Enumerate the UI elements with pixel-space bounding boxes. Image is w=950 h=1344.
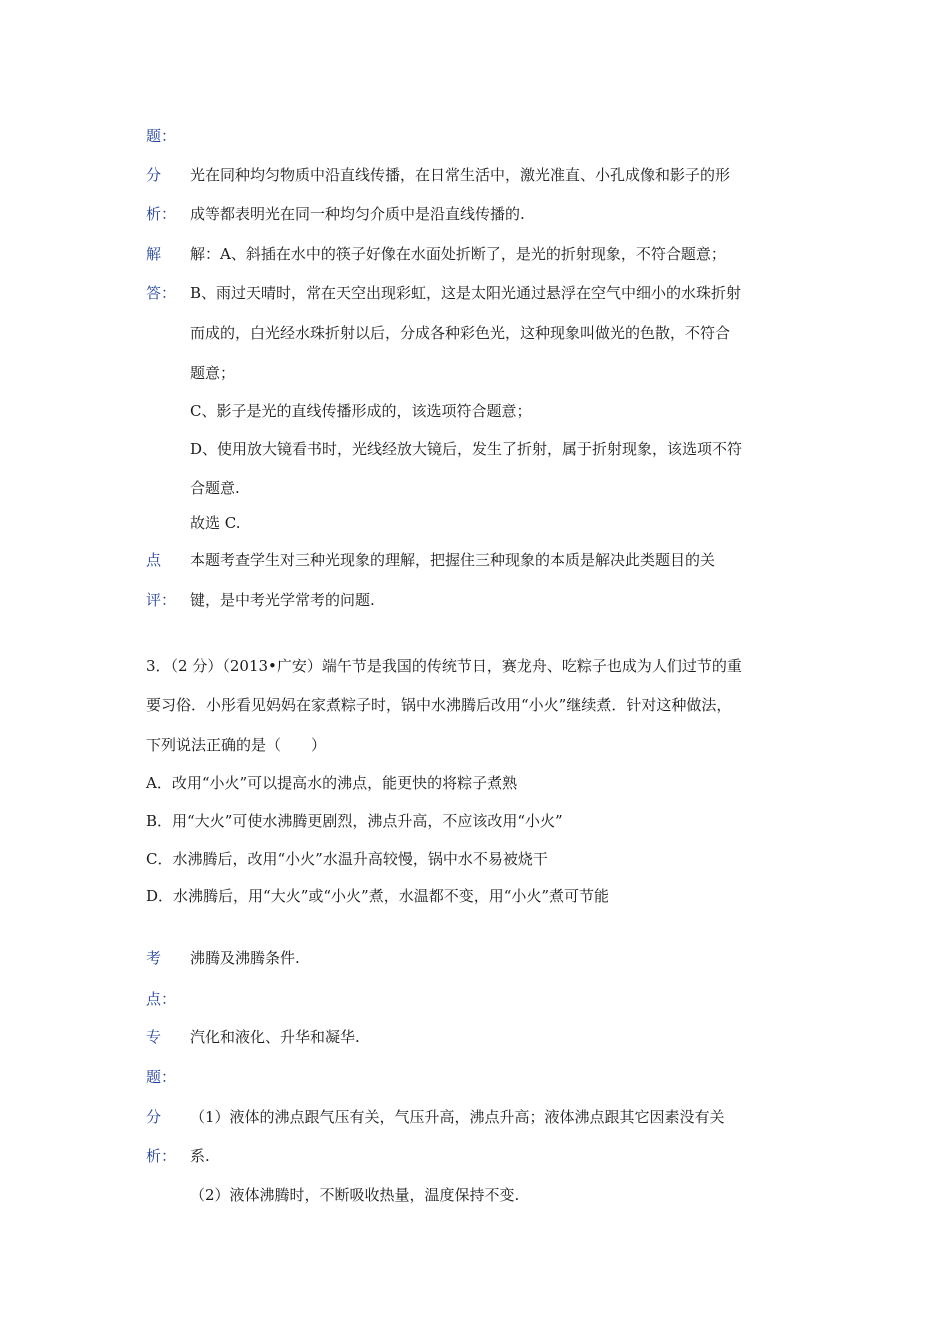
question-stem-line: 下列说法正确的是（ ） <box>146 736 327 754</box>
section-label-fenxi-3: 分 <box>146 1108 162 1126</box>
section-label-zhuanti-2: 题： <box>146 1068 177 1086</box>
comment-line: 本题考查学生对三种光现象的理解，把握住三种现象的本质是解决此类题目的关 <box>190 551 716 569</box>
section-label-zhuanti-1: 专 <box>146 1028 162 1046</box>
section-label-kaodian-1: 考 <box>146 949 162 967</box>
section-label-jieda-2: 答： <box>146 284 177 302</box>
analysis-line: （2）液体沸腾时，不断吸收热量，温度保持不变. <box>190 1186 520 1204</box>
section-label-fenxi-4: 析： <box>146 1147 177 1165</box>
question-stem-line: 要习俗．小彤看见妈妈在家煮粽子时，锅中水沸腾后改用“小火”继续煮．针对这种做法， <box>146 696 732 714</box>
solution-line: 合题意. <box>190 479 240 497</box>
solution-line: 解：A、斜插在水中的筷子好像在水面处折断了，是光的折射现象，不符合题意； <box>190 245 726 263</box>
option-a: A．改用“小火”可以提高水的沸点，能更快的将粽子煮熟 <box>146 774 518 792</box>
solution-line: 题意； <box>190 364 236 382</box>
comment-line: 键，是中考光学常考的问题. <box>190 591 375 609</box>
analysis-line: 成等都表明光在同一种均匀介质中是沿直线传播的. <box>190 205 525 223</box>
solution-line: 而成的，白光经水珠折射以后，分成各种彩色光，这种现象叫做光的色散，不符合 <box>190 324 731 342</box>
section-label-zhuanti-tail: 题： <box>146 127 177 145</box>
option-c: C．水沸腾后，改用“小火”水温升高较慢，锅中水不易被烧干 <box>146 850 548 868</box>
section-label-dianping-2: 评： <box>146 591 177 609</box>
section-label-kaodian-2: 点： <box>146 990 177 1008</box>
section-label-dianping-1: 点 <box>146 551 162 569</box>
option-d: D．水沸腾后，用“大火”或“小火”煮，水温都不变，用“小火”煮可节能 <box>146 887 610 905</box>
solution-line: D、使用放大镜看书时，光线经放大镜后，发生了折射，属于折射现象，该选项不符 <box>190 440 743 458</box>
analysis-line: 光在同种均匀物质中沿直线传播，在日常生活中，激光准直、小孔成像和影子的形 <box>190 166 731 184</box>
solution-line: B、雨过天晴时，常在天空出现彩虹，这是太阳光通过悬浮在空气中细小的水珠折射 <box>190 284 742 302</box>
question-stem-line: 3．（2 分）（2013•广安）端午节是我国的传统节日，赛龙舟、吃粽子也成为人们过节的重 <box>146 657 742 675</box>
solution-line: 故选 C. <box>190 514 241 532</box>
analysis-line: （1）液体的沸点跟气压有关，气压升高，沸点升高；液体沸点跟其它因素没有关 <box>190 1108 725 1126</box>
solution-line: C、影子是光的直线传播形成的，该选项符合题意； <box>190 402 532 420</box>
section-label-fenxi-1: 分 <box>146 166 162 184</box>
option-b: B．用“大火”可使水沸腾更剧烈，沸点升高，不应该改用“小火” <box>146 812 563 830</box>
topic-text: 沸腾及沸腾条件. <box>190 949 300 967</box>
subject-text: 汽化和液化、升华和凝华. <box>190 1028 360 1046</box>
section-label-fenxi-2: 析： <box>146 205 177 223</box>
section-label-jieda-1: 解 <box>146 245 162 263</box>
analysis-line: 系. <box>190 1147 210 1165</box>
